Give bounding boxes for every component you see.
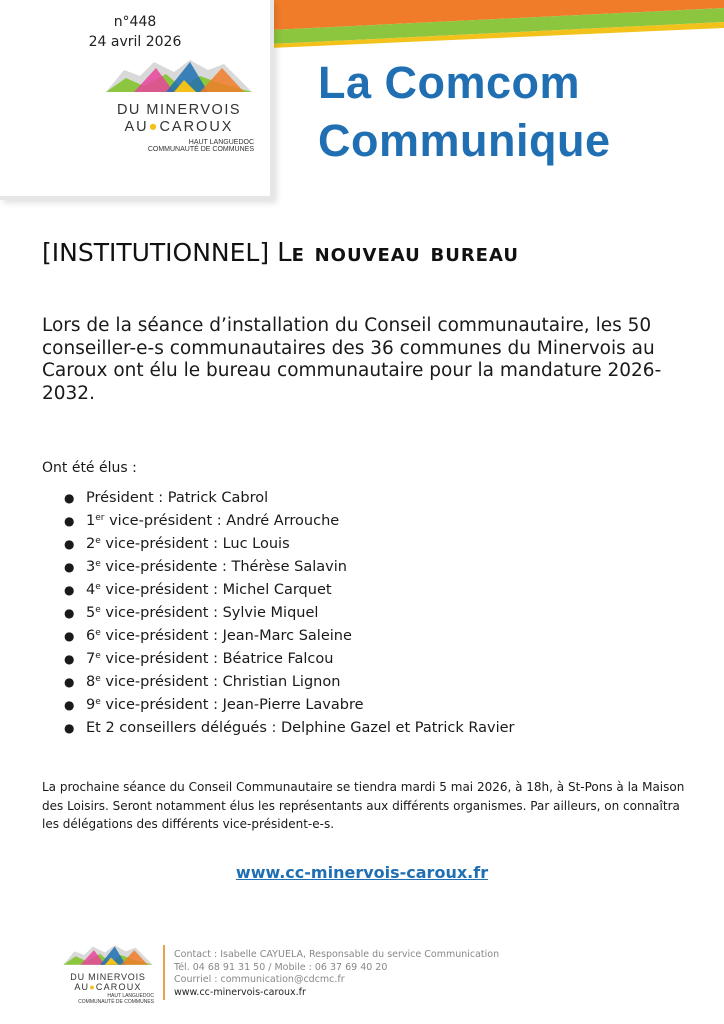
elected-item bbox=[64, 671, 684, 694]
bullet-icon: ● bbox=[64, 721, 75, 735]
headline-category: [INSTITUTIONNEL] bbox=[42, 238, 270, 267]
footer-email[interactable]: Courriel : communication@cdcmc.fr bbox=[174, 974, 345, 985]
logo-sub1: HAUT LANGUEDOC bbox=[188, 139, 254, 146]
bullet-icon: ● bbox=[64, 698, 75, 712]
dot-icon: ● bbox=[148, 119, 160, 135]
bullet-icon: ● bbox=[64, 629, 75, 643]
footer-phone: Tél. 04 68 91 31 50 / Mobile : 06 37 69 40 20 bbox=[174, 961, 388, 973]
mountains-icon bbox=[104, 58, 254, 94]
next-session-note: La prochaine séance du Conseil Communautaire se tiendra mardi 5 mai 2026, à 18h, à St-Pons à la Maison des Loisirs. Seront notamment élus les représentants aux différents organismes. Par ailleurs, on connaîtra les délégations des différents vice-président-e-s. bbox=[42, 780, 685, 831]
bullet-icon: ● bbox=[64, 675, 75, 689]
bullet-icon: ● bbox=[64, 537, 75, 551]
elected-rank-suffix: e bbox=[95, 559, 101, 569]
elected-item bbox=[64, 579, 684, 602]
headline-lead: L bbox=[277, 238, 292, 268]
elected-item bbox=[64, 625, 684, 648]
elected-role: vice-président : Jean-Pierre Lavabre bbox=[100, 697, 364, 713]
website-link[interactable]: www.cc-minervois-caroux.fr bbox=[235, 863, 489, 882]
elected-rank: 6 bbox=[86, 628, 96, 644]
elected-item bbox=[64, 510, 684, 533]
elected-role: Président : Patrick Cabrol bbox=[86, 490, 269, 506]
elected-role: vice-présidente : Thérèse Salavin bbox=[100, 559, 347, 575]
issue-date: 24 avril 2026 bbox=[88, 34, 182, 50]
bullet-icon: ● bbox=[64, 652, 75, 666]
elected-rank: 8 bbox=[86, 674, 96, 690]
footer-contact-person: Contact : Isabelle CAYUELA, Responsable du service Communication bbox=[174, 949, 500, 960]
logo-line2: AU●CAROUX bbox=[124, 119, 234, 135]
elected-rank-suffix: e bbox=[95, 605, 101, 615]
footer-logo bbox=[62, 944, 154, 1005]
elected-rank-suffix: e bbox=[95, 697, 101, 707]
footer-logo-line2: AU●CAROUX bbox=[74, 982, 142, 992]
elected-item bbox=[64, 487, 684, 510]
masthead-line1: La Comcom bbox=[318, 57, 581, 108]
footer-logo-sub2: COMMUNAUTÉ DE COMMUNES bbox=[78, 999, 154, 1005]
elected-rank: 3 bbox=[86, 559, 96, 575]
mountains-icon bbox=[62, 944, 154, 966]
elected-rank: 1 bbox=[86, 513, 96, 529]
elected-rank-suffix: e bbox=[95, 628, 101, 638]
masthead-line2: Communique bbox=[318, 115, 611, 166]
elected-item bbox=[64, 556, 684, 579]
bullet-icon: ● bbox=[64, 583, 75, 597]
elected-rank-suffix: e bbox=[95, 674, 101, 684]
elected-rank-suffix: e bbox=[95, 582, 101, 592]
footer-logo-line1: DU MINERVOIS bbox=[70, 972, 146, 982]
elected-role: vice-président : Luc Louis bbox=[100, 536, 290, 552]
issue-number: n°448 bbox=[113, 14, 157, 30]
elected-rank-suffix: e bbox=[95, 536, 101, 546]
elected-role: Et 2 conseillers délégués : Delphine Gazel et Patrick Ravier bbox=[86, 720, 515, 736]
elected-item bbox=[64, 602, 684, 625]
elected-item bbox=[64, 717, 684, 740]
elected-rank-suffix: er bbox=[95, 513, 105, 523]
logo-line1: DU MINERVOIS bbox=[116, 102, 242, 118]
headline-title: e nouveau bureau bbox=[291, 238, 519, 267]
bullet-icon: ● bbox=[64, 606, 75, 620]
intro-paragraph: Lors de la séance d’installation du Conseil communautaire, les 50 conseiller-e-s communautaires des 36 communes du Minervois au Caroux ont élu le bureau communautaire pour la mandature 2026-2032. bbox=[42, 315, 662, 404]
bullet-icon: ● bbox=[64, 514, 75, 528]
elected-role: vice-président : Jean-Marc Saleine bbox=[100, 628, 352, 644]
elected-rank: 5 bbox=[86, 605, 96, 621]
elected-title: Ont été élus : bbox=[42, 460, 137, 476]
elected-item bbox=[64, 533, 684, 556]
elected-rank: 9 bbox=[86, 697, 96, 713]
elected-rank: 4 bbox=[86, 582, 96, 598]
dot-icon: ● bbox=[89, 982, 96, 992]
footer-contact bbox=[174, 949, 499, 999]
elected-item bbox=[64, 694, 684, 717]
bullet-icon: ● bbox=[64, 560, 75, 574]
elected-role: vice-président : Béatrice Falcou bbox=[100, 651, 334, 667]
elected-list bbox=[64, 487, 684, 740]
article-headline bbox=[42, 238, 519, 268]
elected-rank: 7 bbox=[86, 651, 96, 667]
footer-website[interactable]: www.cc-minervois-caroux.fr bbox=[174, 986, 306, 998]
elected-item bbox=[64, 648, 684, 671]
elected-role: vice-président : Christian Lignon bbox=[100, 674, 341, 690]
footer-logo-sub1: HAUT LANGUEDOC bbox=[107, 993, 154, 999]
elected-role: vice-président : André Arrouche bbox=[104, 513, 340, 529]
elected-rank-suffix: e bbox=[95, 651, 101, 661]
footer-divider bbox=[163, 945, 165, 1000]
bullet-icon: ● bbox=[64, 491, 75, 505]
header-logo bbox=[104, 58, 254, 153]
elected-rank: 2 bbox=[86, 536, 96, 552]
logo-sub2: COMMUNAUTÉ DE COMMUNES bbox=[147, 146, 254, 153]
elected-role: vice-président : Michel Carquet bbox=[100, 582, 332, 598]
elected-role: vice-président : Sylvie Miquel bbox=[100, 605, 319, 621]
